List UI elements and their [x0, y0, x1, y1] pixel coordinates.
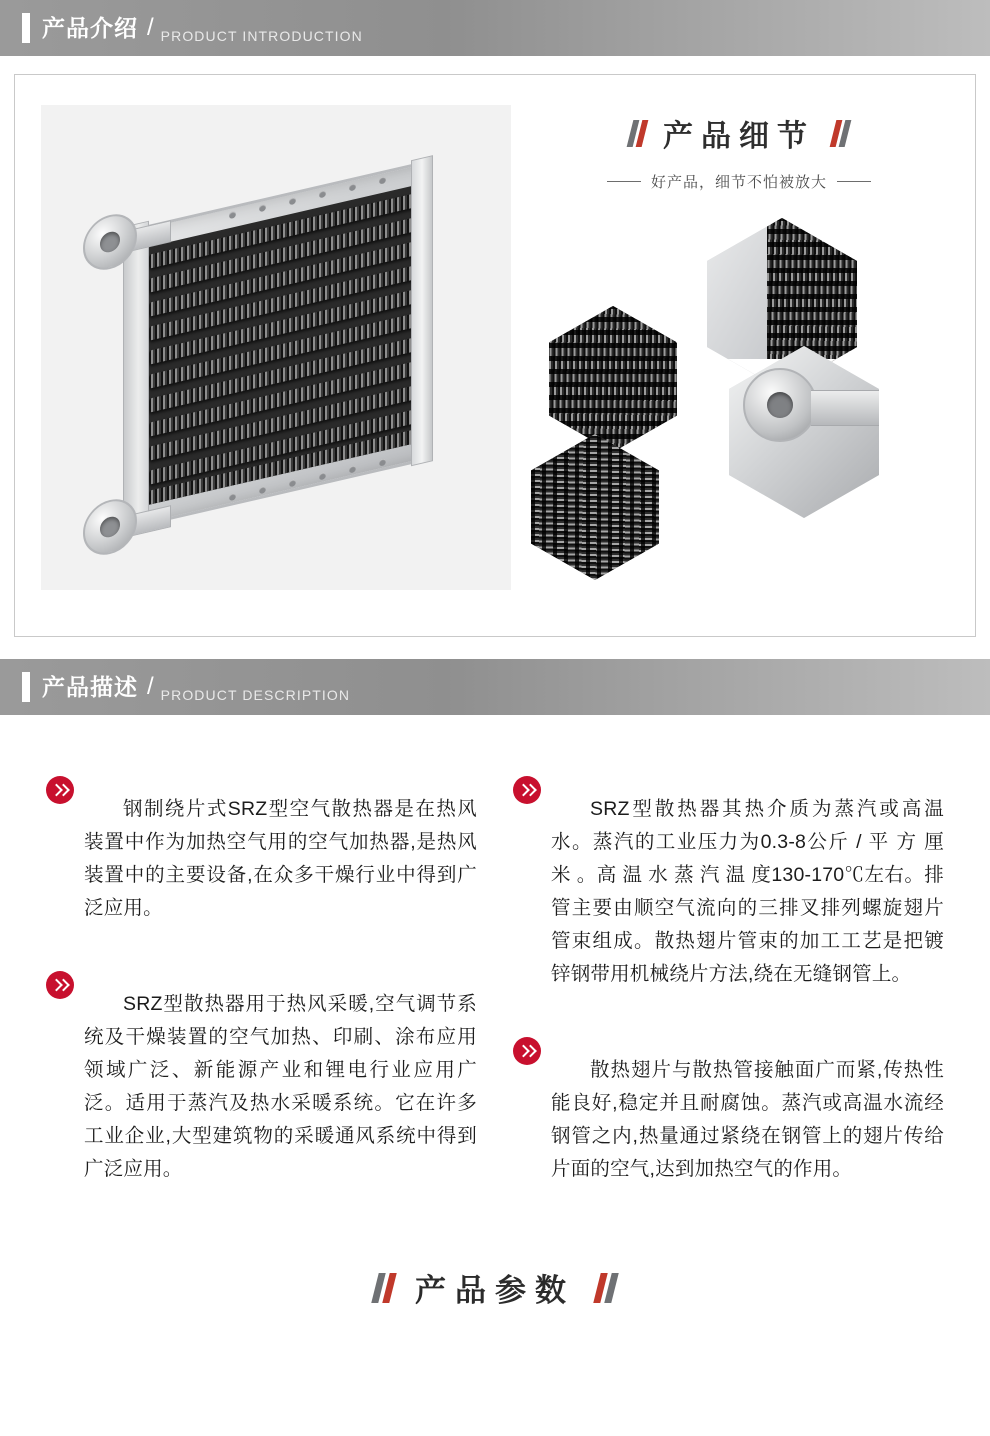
- exchanger-left-plate: [123, 221, 149, 533]
- list-item: [46, 968, 477, 1205]
- params-left-bars-icon: [371, 1273, 396, 1303]
- section-title-cn: 产品介绍: [42, 14, 138, 41]
- section-title-en: PRODUCT INTRODUCTION: [160, 28, 363, 44]
- section-title-cn: 产品描述: [42, 673, 138, 700]
- double-chevron-icon: [46, 776, 74, 804]
- title-left-bars-icon: [627, 120, 649, 147]
- detail-hex-gallery: [511, 218, 967, 598]
- section-header-product-introduction: [0, 0, 990, 56]
- section-header-product-description: [0, 659, 990, 715]
- section-accent-bar: [22, 13, 30, 43]
- fin-pack-hex: [531, 434, 659, 580]
- params-title-row: [0, 1265, 990, 1310]
- double-chevron-icon: [46, 971, 74, 999]
- list-item: [513, 1034, 944, 1205]
- list-item: [513, 773, 944, 1010]
- double-chevron-icon: [513, 776, 541, 804]
- detail-showcase: [511, 83, 967, 628]
- subtitle-left-rule: [607, 181, 641, 182]
- detail-title-row: [511, 111, 967, 155]
- description-column-left: [46, 773, 477, 1229]
- section-title-separator: /: [147, 14, 154, 41]
- section-title-en: PRODUCT DESCRIPTION: [160, 687, 351, 703]
- detail-title-text: 产品细节: [663, 120, 815, 153]
- description-column-right: [513, 773, 944, 1229]
- exchanger-right-plate: [411, 155, 433, 466]
- title-right-bars-icon: [830, 120, 852, 147]
- double-chevron-icon: [513, 1037, 541, 1065]
- params-title-text: 产品参数: [415, 1273, 575, 1308]
- list-item: [46, 773, 477, 944]
- description-paragraph: 散热翅片与散热管接触面广而紧,传热性能良好,稳定并且耐腐蚀。蒸汽或高温水流经钢管之内,热量通过紧绕在钢管上的翅片传给片面的空气,达到加热空气的作用。: [551, 1058, 944, 1180]
- detail-subtitle-text: 好产品，细节不怕被放大: [650, 174, 827, 191]
- params-right-bars-icon: [593, 1273, 618, 1303]
- description-paragraph: SRZ型散热器用于热风采暖,空气调节系统及干燥装置的空气加热、印刷、涂布应用领域广泛、新能源产业和锂电行业应用广泛。适用于蒸汽及热水采暖系统。它在许多工业企业,大型建筑物的采暖通风系统中得到广泛应用。: [84, 992, 477, 1180]
- description-paragraph: SRZ型散热器其热介质为蒸汽或高温水。蒸汽的工业压力为0.3-8公斤 / 平 方 厘 米 。高 温 水 蒸 汽 温 度130-170℃左右。排管主要由顺空气流向的三排叉排列螺旋翅片管束组成。散热翅片管束的加工工艺是把镀锌钢带用机械绕片方法,绕在无缝钢管上。: [551, 797, 944, 985]
- fin-tube-closeup-hex: [549, 306, 677, 452]
- description-paragraph: 钢制绕片式SRZ型空气散热器是在热风装置中作为加热空气用的空气加热器,是热风装置中的主要设备,在众多干燥行业中得到广泛应用。: [84, 797, 477, 919]
- detail-subtitle-row: [511, 171, 967, 192]
- product-introduction-panel: [14, 74, 976, 637]
- main-heat-exchanger-photo: [41, 105, 511, 590]
- subtitle-right-rule: [837, 181, 871, 182]
- section-title-separator: /: [147, 673, 154, 700]
- section-accent-bar: [22, 672, 30, 702]
- product-description-body: [0, 715, 990, 1229]
- heat-exchanger-illustration: [79, 153, 459, 551]
